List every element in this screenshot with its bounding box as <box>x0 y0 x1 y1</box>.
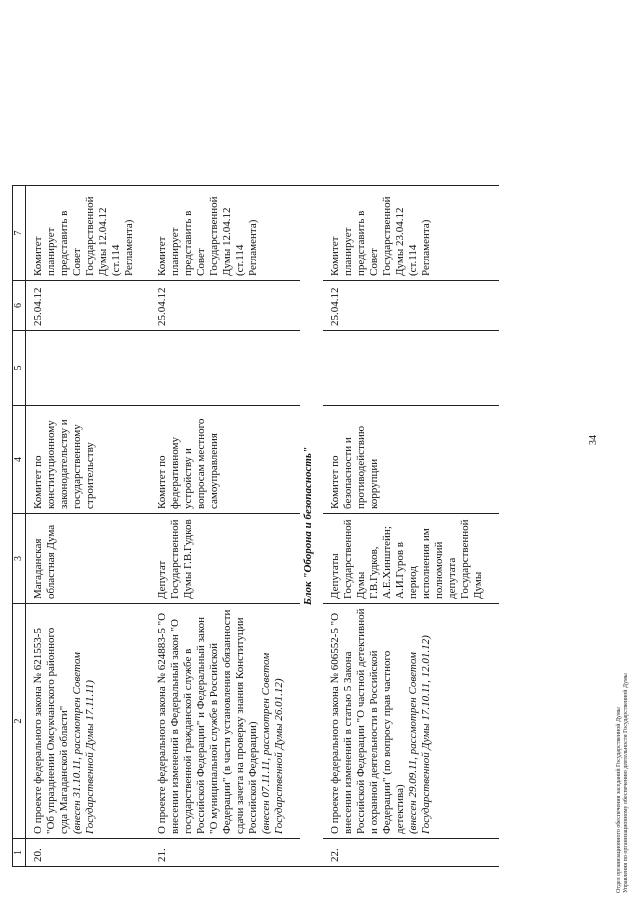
row-number: 20. <box>26 839 151 867</box>
column-number-1: 1 <box>13 839 26 867</box>
bill-description <box>150 604 300 839</box>
bill-note: (внесен 31.10.11, рассмотрен Советом Государственной Думы 17.11.11) <box>71 652 96 834</box>
deadline-date: 25.04.12 <box>323 281 499 331</box>
table-header-row <box>13 186 26 867</box>
bill-note: (внесен 29.09.11, рассмотрен Советом Государственной Думы 17.10.11, 12.01.12) <box>407 635 432 834</box>
bill-description <box>26 604 151 839</box>
remark: Комитет планирует представить в Совет Государственной Думы 12.04.12 (ст.114 Регламента) <box>26 186 151 281</box>
column-number-3: 3 <box>13 514 26 604</box>
bill-initiator: Магаданская областная Дума <box>26 514 151 604</box>
bill-note: (внесен 07.11.11, рассмотрен Советом Государственной Думы 26.01.12) <box>260 652 285 834</box>
column-number-5: 5 <box>13 331 26 406</box>
remark: Комитет планирует представить в Совет Государственной Думы 23.04.12 (ст.114 Регламента) <box>323 186 499 281</box>
row-number: 21. <box>150 839 300 867</box>
remark: Комитет планирует представить в Совет Государственной Думы 12.04.12 (ст.114 Регламента) <box>150 186 300 281</box>
column-5-cell <box>150 331 300 406</box>
responsible-committee: Комитет по федеративному устройству и вопросам местного самоуправления <box>150 406 300 514</box>
column-number-6: 6 <box>13 281 26 331</box>
block-heading-row <box>300 186 323 867</box>
table-row <box>26 186 151 867</box>
table-row <box>150 186 300 867</box>
column-5-cell <box>323 331 499 406</box>
column-5-cell <box>26 331 151 406</box>
row-number: 22. <box>323 839 499 867</box>
bill-title: О проекте федерального закона № 624883-5 "О внесении изменений в Федеральный закон "О государственной гражданской службе в Российской Федерации" и Федеральный закон "О муниципальной службе в Российской Федерации" (в части установления обязанности сдачи зачета на проверку знания Конституции Российской Федерации) <box>156 609 259 834</box>
page-number: 34 <box>588 435 599 445</box>
footer-directorate: Управления по организационному обеспечению деятельности Государственной Думы <box>623 673 629 893</box>
column-number-7: 7 <box>13 186 26 281</box>
bills-table <box>12 185 499 867</box>
column-number-4: 4 <box>13 406 26 514</box>
table-row <box>323 186 499 867</box>
bill-initiator: Депутаты Государственной Думы Г.В.Гудков, А.Е.Хинштейн; А.И.Гуров в период исполнения им полномочий депутата Государственной Думы <box>323 514 499 604</box>
deadline-date: 25.04.12 <box>150 281 300 331</box>
bill-description <box>323 604 499 839</box>
responsible-committee: Комитет по безопасности и противодействию коррупции <box>323 406 499 514</box>
deadline-date: 25.04.12 <box>26 281 151 331</box>
bill-title: О проекте федерального закона № 606552-5 "О внесении изменений в статью 5 Закона Российской Федерации "О частной детективной и охранной деятельности в Российской Федерации" (по вопросу прав частного детектива) <box>329 608 406 834</box>
block-title: Блок "Оборона и безопасность" <box>302 446 314 606</box>
footer-department: Отдел организационного обеспечения заседаний Государственной Думы <box>616 707 622 893</box>
responsible-committee: Комитет по конституционному законодательству и государственному строительству <box>26 406 151 514</box>
bill-title: О проекте федерального закона № 621553-5 "Об упразднении Омсукчанского районного суда Магаданской области" <box>32 627 70 834</box>
bill-initiator: Депутат Государственной Думы Г.В.Гудков <box>150 514 300 604</box>
column-number-2: 2 <box>13 604 26 839</box>
